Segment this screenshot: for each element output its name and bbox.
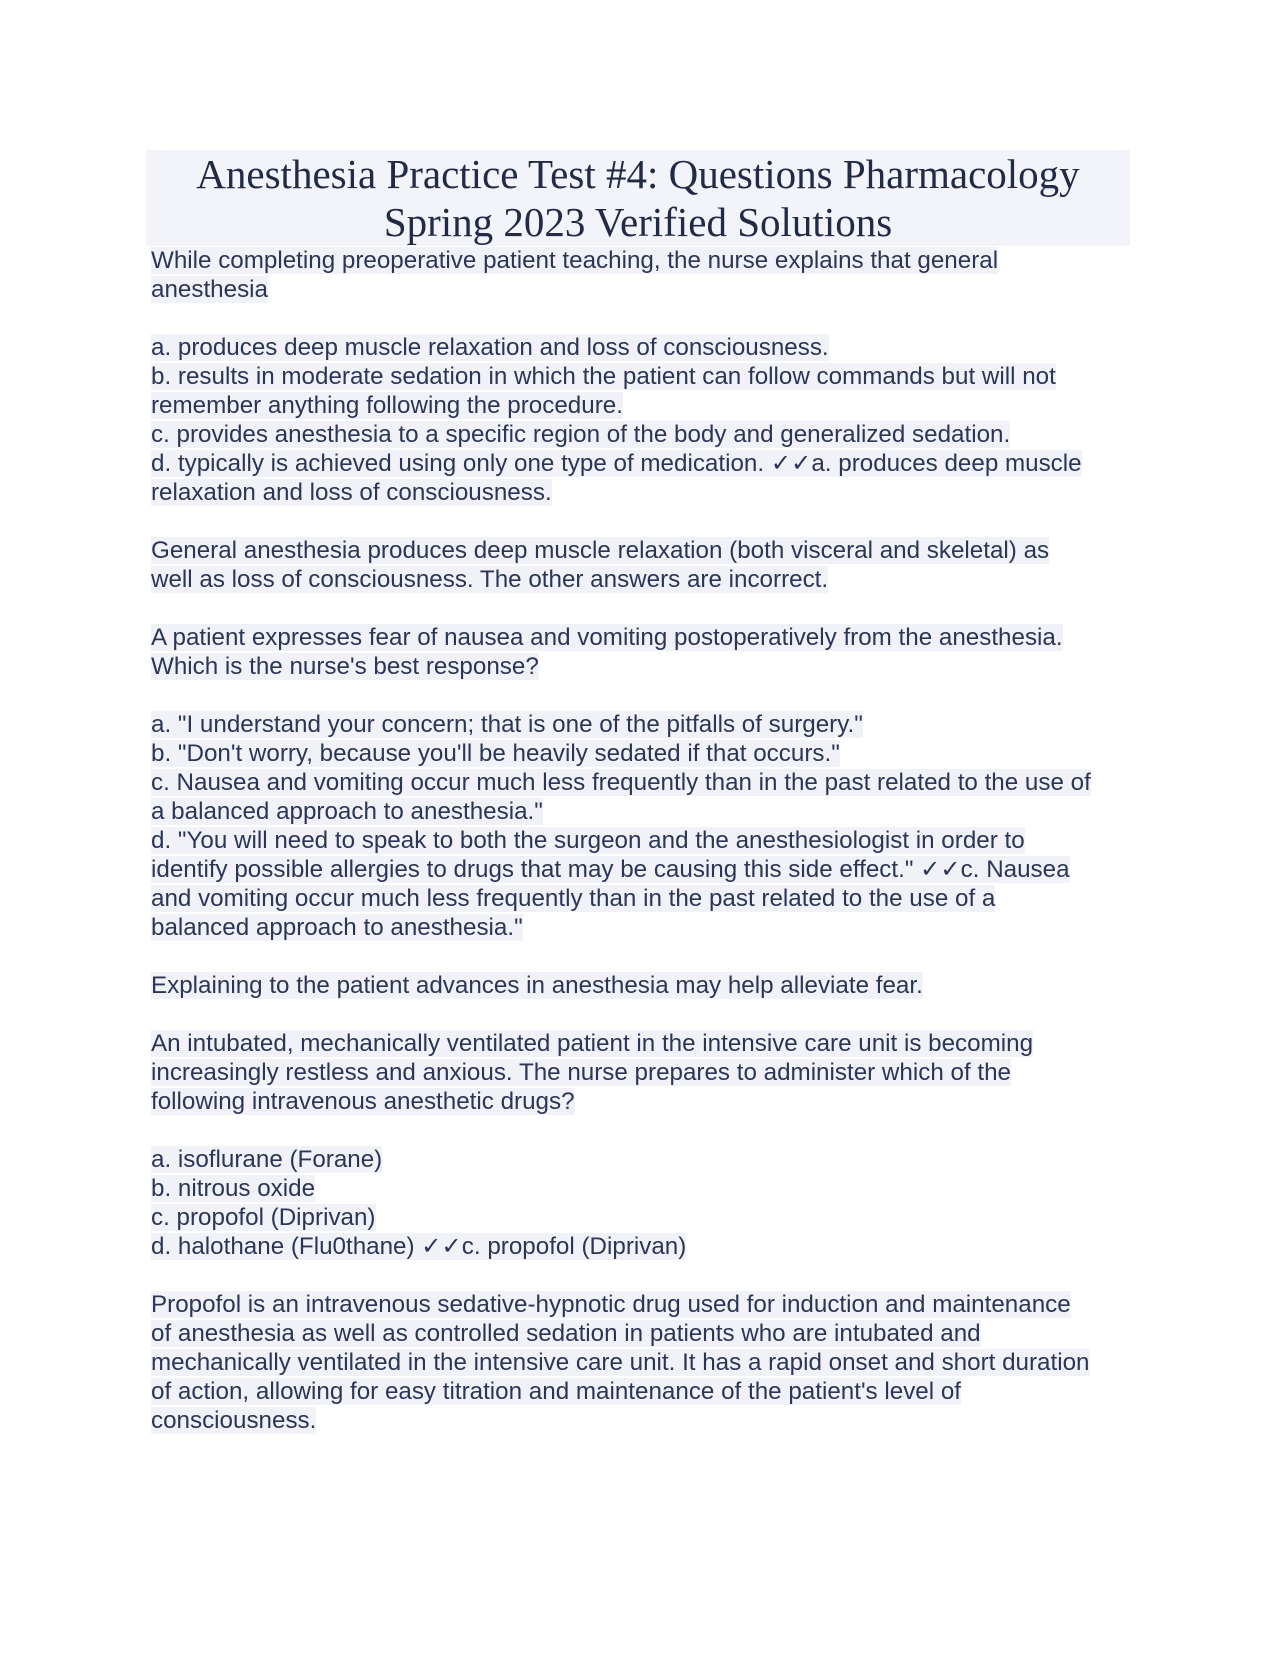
text-line: a balanced approach to anesthesia." — [151, 798, 543, 825]
text-line: d. halothane (Flu0thane) ✓✓c. propofol (Diprivan) — [151, 1233, 687, 1260]
text-line: mechanically ventilated in the intensive care unit. It has a rapid onset and short duration — [151, 1349, 1090, 1376]
text-line: b. "Don't worry, because you'll be heavily sedated if that occurs." — [151, 740, 840, 767]
text-line: a. produces deep muscle relaxation and loss of consciousness. — [151, 334, 829, 361]
text-line: consciousness. — [151, 1407, 317, 1434]
text-line: A patient expresses fear of nausea and vomiting postoperatively from the anesthesia. — [151, 624, 1063, 651]
text-line: increasingly restless and anxious. The nurse prepares to administer which of the — [151, 1059, 1012, 1086]
title-line: Spring 2023 Verified Solutions — [383, 199, 893, 245]
text-line: of anesthesia as well as controlled sedation in patients who are intubated and — [151, 1320, 981, 1347]
text-line: well as loss of consciousness. The other answers are incorrect. — [151, 566, 829, 593]
text-line: balanced approach to anesthesia." — [151, 914, 523, 941]
text-line: b. results in moderate sedation in which the patient can follow commands but will not — [151, 363, 1056, 390]
text-line: following intravenous anesthetic drugs? — [151, 1088, 575, 1115]
text-line: and vomiting occur much less frequently than in the past related to the use of a — [151, 885, 996, 912]
text-line: remember anything following the procedure. — [151, 392, 623, 419]
text-line: a. "I understand your concern; that is one of the pitfalls of surgery." — [151, 711, 863, 738]
text-line: c. Nausea and vomiting occur much less frequently than in the past related to the use of — [151, 769, 1091, 796]
answer-options — [151, 1145, 1141, 1261]
document-title — [146, 150, 1130, 246]
text-line: b. nitrous oxide — [151, 1175, 316, 1202]
title-line: Anesthesia Practice Test #4: Questions Pharmacology — [196, 151, 1080, 197]
text-line: c. provides anesthesia to a specific region of the body and generalized sedation. — [151, 421, 1011, 448]
rationale — [151, 971, 1141, 1000]
question-stem — [151, 1029, 1141, 1116]
rationale — [151, 536, 1141, 594]
question-stem — [151, 623, 1141, 681]
question-stem — [151, 246, 1141, 304]
text-line: c. propofol (Diprivan) — [151, 1204, 376, 1231]
text-line: of action, allowing for easy titration and maintenance of the patient's level of — [151, 1378, 962, 1405]
document-body — [151, 246, 1141, 1464]
text-line: Propofol is an intravenous sedative-hypnotic drug used for induction and maintenance — [151, 1291, 1071, 1318]
rationale — [151, 1290, 1141, 1435]
text-line: d. typically is achieved using only one type of medication. ✓✓a. produces deep muscle — [151, 450, 1082, 477]
text-line: relaxation and loss of consciousness. — [151, 479, 552, 506]
text-line: While completing preoperative patient teaching, the nurse explains that general — [151, 247, 999, 274]
answer-options — [151, 710, 1141, 942]
text-line: a. isoflurane (Forane) — [151, 1146, 383, 1173]
text-line: anesthesia — [151, 276, 268, 303]
text-line: identify possible allergies to drugs that may be causing this side effect." ✓✓c. Nausea — [151, 856, 1070, 883]
text-line: Explaining to the patient advances in anesthesia may help alleviate fear. — [151, 972, 923, 999]
text-line: General anesthesia produces deep muscle relaxation (both visceral and skeletal) as — [151, 537, 1050, 564]
text-line: An intubated, mechanically ventilated patient in the intensive care unit is becoming — [151, 1030, 1034, 1057]
text-line: Which is the nurse's best response? — [151, 653, 539, 680]
text-line: d. "You will need to speak to both the surgeon and the anesthesiologist in order to — [151, 827, 1025, 854]
answer-options — [151, 333, 1141, 507]
